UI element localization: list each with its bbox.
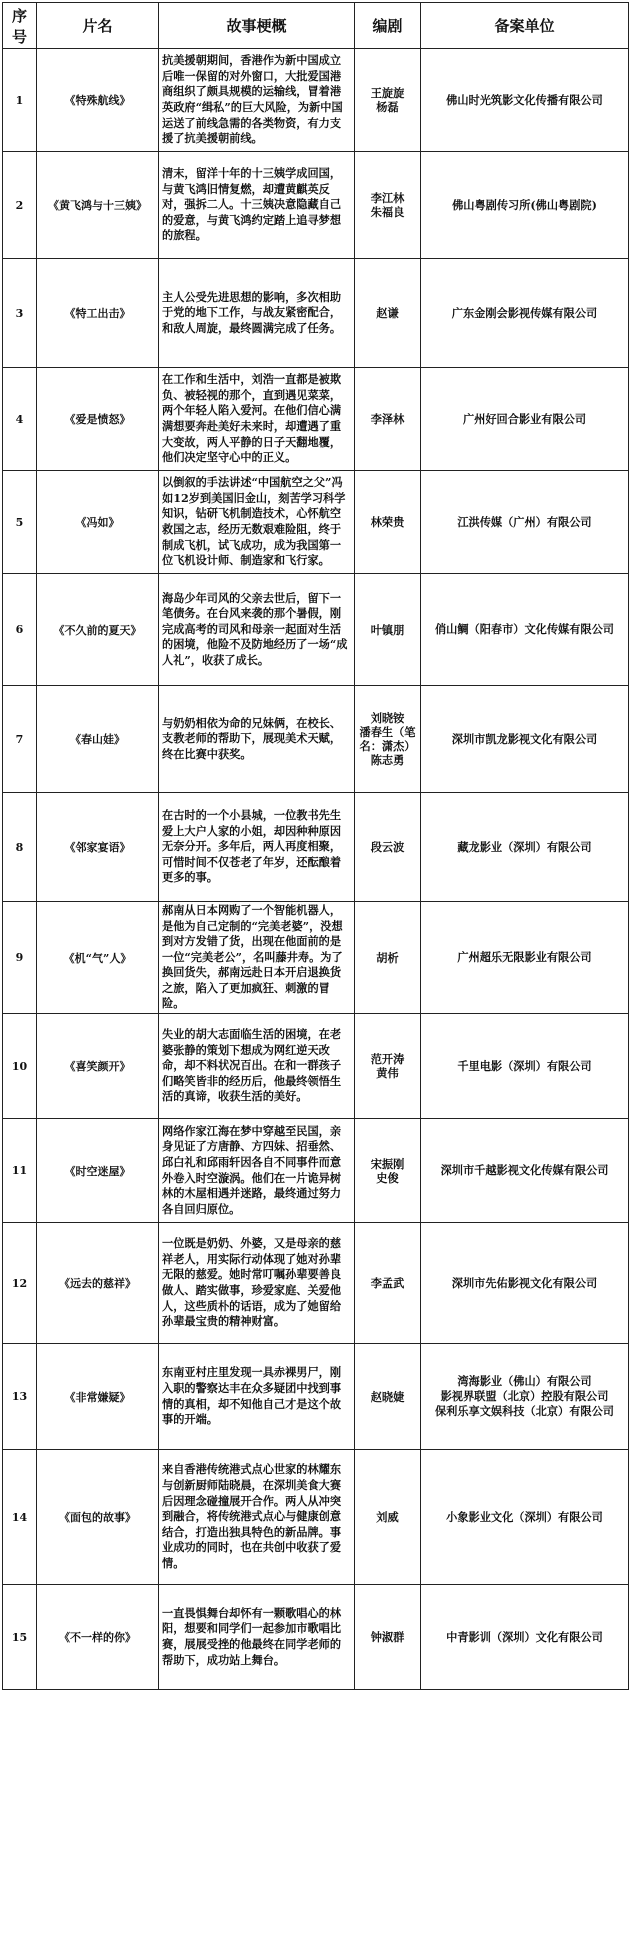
film-writer: 宋振刚 史俊 — [355, 1119, 421, 1223]
film-unit: 藏龙影业（深圳）有限公司 — [421, 793, 629, 902]
table-body — [3, 49, 629, 1690]
table-row — [3, 259, 629, 368]
film-unit: 中青影训（深圳）文化有限公司 — [421, 1585, 629, 1690]
film-writer: 李孟武 — [355, 1223, 421, 1344]
film-unit: 千里电影（深圳）有限公司 — [421, 1014, 629, 1119]
row-no: 8 — [3, 793, 37, 902]
row-no: 4 — [3, 368, 37, 471]
table-row — [3, 471, 629, 574]
film-synopsis: 来自香港传统港式点心世家的林耀东与创新厨师陆晓晨，在深圳美食大赛后因理念碰撞展开合作。两人从冲突到融合，将传统港式点心与健康创意结合，打造出独具特色的新品牌。事业成功的同时，也在共创中收获了爱情。 — [159, 1450, 355, 1585]
row-no: 11 — [3, 1119, 37, 1223]
film-synopsis: 抗美援朝期间，香港作为新中国成立后唯一保留的对外窗口，大批爱国港商组织了颇具规模的运输线，冒着港英政府“缉私”的巨大风险，为新中国运送了前线急需的各类物资，有力支援了抗美援朝前线。 — [159, 49, 355, 152]
film-registration-table — [2, 2, 629, 1690]
film-writer: 刘晓铵 潘春生（笔名：潇杰） 陈志勇 — [355, 686, 421, 793]
table-row — [3, 152, 629, 259]
film-unit: 广州好回合影业有限公司 — [421, 368, 629, 471]
film-unit: 广州超乐无限影业有限公司 — [421, 902, 629, 1014]
film-synopsis: 东南亚村庄里发现一具赤裸男尸，刚入职的警察达丰在众多疑团中找到事情的真相，却不知他自己才是这个故事的开端。 — [159, 1344, 355, 1450]
film-writer: 叶镇朋 — [355, 574, 421, 686]
row-no: 6 — [3, 574, 37, 686]
table-row — [3, 1223, 629, 1344]
film-unit: 俏山鲷（阳春市）文化传媒有限公司 — [421, 574, 629, 686]
row-no: 1 — [3, 49, 37, 152]
film-synopsis: 在古时的一个小县城，一位教书先生爱上大户人家的小姐，却因种种原因无奈分开。多年后，两人再度相聚，可惜时间不仅苍老了年岁，还酝酿着更多的事。 — [159, 793, 355, 902]
table-row — [3, 1119, 629, 1223]
film-writer: 范开涛 黄伟 — [355, 1014, 421, 1119]
table-row — [3, 902, 629, 1014]
film-synopsis: 一位既是奶奶、外婆，又是母亲的慈祥老人，用实际行动体现了她对孙辈无限的慈爱。她时常叮嘱孙辈要善良做人、踏实做事，珍爱家庭、关爱他人，这些质朴的话语，成为了她留给孙辈最宝贵的精神财富。 — [159, 1223, 355, 1344]
film-unit: 佛山粤剧传习所(佛山粤剧院) — [421, 152, 629, 259]
film-title: 《非常嫌疑》 — [37, 1344, 159, 1450]
film-title: 《喜笑颜开》 — [37, 1014, 159, 1119]
film-unit: 湾海影业（佛山）有限公司 影视界联盟（北京）控股有限公司 保利乐享文娱科技（北京）有限公司 — [421, 1344, 629, 1450]
film-title: 《面包的故事》 — [37, 1450, 159, 1585]
row-no: 14 — [3, 1450, 37, 1585]
film-title: 《远去的慈祥》 — [37, 1223, 159, 1344]
row-no: 9 — [3, 902, 37, 1014]
film-writer: 胡析 — [355, 902, 421, 1014]
header-writer: 编剧 — [355, 3, 421, 49]
film-synopsis: 网络作家江海在梦中穿越至民国，亲身见证了方唐静、方四妹、招垂然、邱白礼和邱雨轩因各自不同事件而意外卷入时空漩涡。他们在一片诡异树林的木屋相遇并迷路，最终通过努力各自回归原位。 — [159, 1119, 355, 1223]
film-title: 《特工出击》 — [37, 259, 159, 368]
film-writer: 赵晓婕 — [355, 1344, 421, 1450]
table-row — [3, 1585, 629, 1690]
table-row — [3, 1344, 629, 1450]
row-no: 3 — [3, 259, 37, 368]
film-writer: 钟淑群 — [355, 1585, 421, 1690]
film-synopsis: 与奶奶相依为命的兄妹俩，在校长、支教老师的帮助下，展现美术天赋，终在比赛中获奖。 — [159, 686, 355, 793]
film-title: 《时空迷屋》 — [37, 1119, 159, 1223]
film-synopsis: 郝南从日本网购了一个智能机器人，是他为自己定制的“完美老婆”，没想到对方发错了货，出现在他面前的是一位“完美老公”，名叫藤井寿。为了换回货失，郝南远赴日本开启退换货之旅，陷入了更加疯狂、刺激的冒险。 — [159, 902, 355, 1014]
film-synopsis: 清末，留洋十年的十三姨学成回国，与黄飞鸿旧情复燃，却遭黄麒英反对，强拆二人。十三姨决意隐藏自己的爱意，与黄飞鸿约定踏上追寻梦想的旅程。 — [159, 152, 355, 259]
table-row — [3, 368, 629, 471]
film-title: 《邻家宴语》 — [37, 793, 159, 902]
row-no: 5 — [3, 471, 37, 574]
film-title: 《特殊航线》 — [37, 49, 159, 152]
row-no: 7 — [3, 686, 37, 793]
row-no: 2 — [3, 152, 37, 259]
film-writer: 李江林 朱福良 — [355, 152, 421, 259]
row-no: 13 — [3, 1344, 37, 1450]
film-writer: 李泽林 — [355, 368, 421, 471]
film-synopsis: 失业的胡大志面临生活的困境，在老婆张静的策划下想成为网红逆天改命，却不料状况百出。在和一群孩子们略笑皆非的经历后，他最终领悟生活的真谛，收获生活的美好。 — [159, 1014, 355, 1119]
film-unit: 小象影业文化（深圳）有限公司 — [421, 1450, 629, 1585]
film-unit: 深圳市千越影视文化传媒有限公司 — [421, 1119, 629, 1223]
header-title: 片名 — [37, 3, 159, 49]
film-title: 《春山娃》 — [37, 686, 159, 793]
row-no: 12 — [3, 1223, 37, 1344]
table-row — [3, 686, 629, 793]
film-synopsis: 以倒叙的手法讲述“中国航空之父”冯如12岁到美国旧金山，刻苦学习科学知识，钻研飞机制造技术，心怀航空救国之志，经历无数艰难险阻，终于制成飞机，试飞成功，成为我国第一位飞机设计师、制造家和飞行家。 — [159, 471, 355, 574]
header-synopsis: 故事梗概 — [159, 3, 355, 49]
film-writer: 刘威 — [355, 1450, 421, 1585]
film-unit: 佛山时光筑影文化传播有限公司 — [421, 49, 629, 152]
header-row — [3, 3, 629, 49]
film-writer: 林荣贵 — [355, 471, 421, 574]
film-unit: 深圳市凯龙影视文化有限公司 — [421, 686, 629, 793]
film-writer: 段云波 — [355, 793, 421, 902]
table-header — [3, 3, 629, 49]
header-no: 序号 — [3, 3, 37, 49]
film-writer: 王旋旋 杨磊 — [355, 49, 421, 152]
film-title: 《不久前的夏天》 — [37, 574, 159, 686]
film-synopsis: 一直畏惧舞台却怀有一颗歌唱心的林阳，想要和同学们一起参加市歌唱比赛，展展受挫的他最终在同学老师的帮助下，成功站上舞台。 — [159, 1585, 355, 1690]
table-row — [3, 574, 629, 686]
film-unit: 江洪传媒（广州）有限公司 — [421, 471, 629, 574]
film-synopsis: 主人公受先进思想的影响，多次相助于党的地下工作，与战友紧密配合，和敌人周旋，最终圆满完成了任务。 — [159, 259, 355, 368]
row-no: 15 — [3, 1585, 37, 1690]
table-row — [3, 1014, 629, 1119]
row-no: 10 — [3, 1014, 37, 1119]
table-row — [3, 793, 629, 902]
table-row — [3, 49, 629, 152]
film-title: 《不一样的你》 — [37, 1585, 159, 1690]
film-writer: 赵谦 — [355, 259, 421, 368]
film-synopsis: 海岛少年司风的父亲去世后，留下一笔债务。在台风来袭的那个暑假，刚完成高考的司风和母亲一起面对生活的困境，他险不及防地经历了一场“成人礼”，收获了成长。 — [159, 574, 355, 686]
film-title: 《冯如》 — [37, 471, 159, 574]
film-unit: 深圳市先佑影视文化有限公司 — [421, 1223, 629, 1344]
film-synopsis: 在工作和生活中，刘浩一直都是被欺负、被轻视的那个，直到遇见菜菜，两个年轻人陷入爱河。在他们信心满满想要奔赴美好未来时，却遭遇了重大变故，两人平静的日子天翻地覆，他们决定坚守心中的正义。 — [159, 368, 355, 471]
film-unit: 广东金刚会影视传媒有限公司 — [421, 259, 629, 368]
film-title: 《爱是愤怒》 — [37, 368, 159, 471]
film-title: 《机“气”人》 — [37, 902, 159, 1014]
film-title: 《黄飞鸿与十三姨》 — [37, 152, 159, 259]
header-unit: 备案单位 — [421, 3, 629, 49]
table-row — [3, 1450, 629, 1585]
